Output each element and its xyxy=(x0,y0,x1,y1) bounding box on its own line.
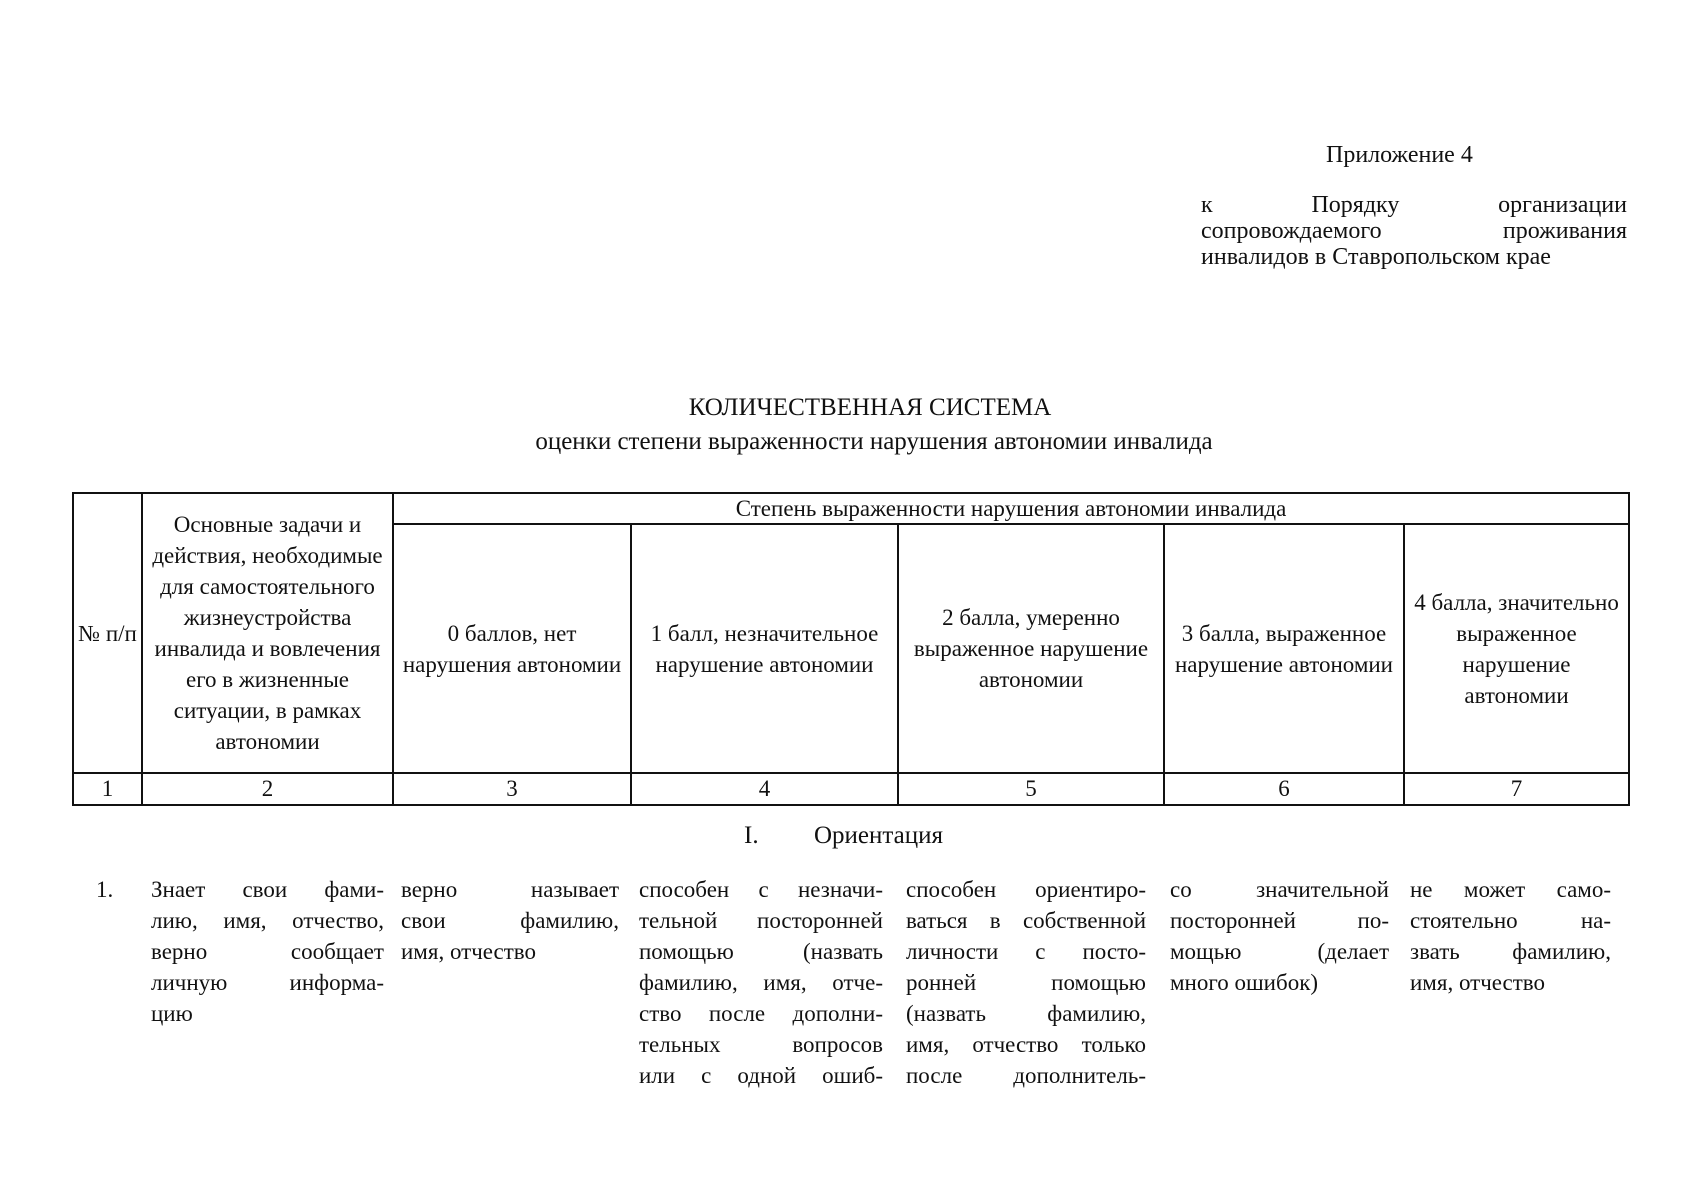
text-line: ронней помощью xyxy=(906,970,1146,995)
text-line: личности с посто- xyxy=(906,939,1146,964)
appendix-reference xyxy=(1201,192,1627,270)
column-number-cell: 3 xyxy=(393,773,631,805)
document-subtitle: оценки степени выраженности нарушения автономии инвалида xyxy=(535,428,1213,455)
text-line: тельных вопросов xyxy=(639,1032,883,1057)
row-number: 1. xyxy=(96,877,114,902)
text-line: верно называет xyxy=(401,877,619,902)
column-number-cell: 1 xyxy=(73,773,142,805)
text-line: звать фамилию, xyxy=(1410,939,1611,964)
header-cell-number: № п/п xyxy=(73,493,142,773)
text-line: способен с незначи- xyxy=(639,877,883,902)
section-number: I. xyxy=(744,822,759,849)
text-line: фамилию, имя, отче- xyxy=(639,970,883,995)
section-title: Ориентация xyxy=(814,822,943,849)
header-cell-score-1: 1 балл, незначительное нарушение автономии xyxy=(631,524,898,773)
row-score-0-text xyxy=(401,874,619,967)
text-line: способен ориентиро- xyxy=(906,877,1146,902)
row-score-4-text xyxy=(1410,874,1611,998)
text-line: помощью (назвать xyxy=(639,939,883,964)
text-line: имя, отчество xyxy=(401,939,537,964)
text-line: или с одной ошиб- xyxy=(639,1063,883,1088)
text-line: тельной посторонней xyxy=(639,908,883,933)
header-cell-severity-group: Степень выраженности нарушения автономии инвалида xyxy=(393,493,1629,524)
text-line: личную информа- xyxy=(151,970,384,995)
section-heading xyxy=(744,822,943,850)
row-score-1-text xyxy=(639,874,883,1091)
column-number-cell: 4 xyxy=(631,773,898,805)
text-line: Знает свои фами- xyxy=(151,877,384,902)
appendix-reference-line: к Порядку организации xyxy=(1201,192,1627,218)
document-title: КОЛИЧЕСТВЕННАЯ СИСТЕМА xyxy=(688,394,1052,421)
text-line: ство после дополни- xyxy=(639,1001,883,1026)
row-task-text xyxy=(151,874,384,1029)
header-cell-score-4: 4 балла, значительно выраженное нарушение автономии xyxy=(1404,524,1629,773)
text-line: лию, имя, отчество, xyxy=(151,908,384,933)
row-score-2-text xyxy=(906,874,1146,1091)
text-line: со значительной xyxy=(1170,877,1389,902)
text-line: не может само- xyxy=(1410,877,1611,902)
header-cell-score-0: 0 баллов, нет нарушения автономии xyxy=(393,524,631,773)
text-line: имя, отчество только xyxy=(906,1032,1146,1057)
text-line: имя, отчество xyxy=(1410,970,1546,995)
text-line: посторонней по- xyxy=(1170,908,1389,933)
header-cell-score-2: 2 балла, умеренно выраженное нарушение автономии xyxy=(898,524,1164,773)
text-line: свои фамилию, xyxy=(401,908,619,933)
column-number-cell: 6 xyxy=(1164,773,1404,805)
row-score-3-text xyxy=(1170,874,1389,998)
text-line: после дополнитель- xyxy=(906,1063,1146,1088)
column-number-cell: 5 xyxy=(898,773,1164,805)
text-line: много ошибок) xyxy=(1170,970,1319,995)
appendix-title: Приложение 4 xyxy=(1326,142,1473,168)
text-line: (назвать фамилию, xyxy=(906,1001,1146,1026)
header-cell-tasks: Основные задачи и действия, необходимые для самостоятельного жизнеустройства инвалида и вовлечения его в жизненные ситуации, в рамках автономии xyxy=(142,493,393,773)
text-line: стоятельно на- xyxy=(1410,908,1611,933)
assessment-table xyxy=(72,492,1630,806)
text-line: ваться в собственной xyxy=(906,908,1146,933)
text-line: мощью (делает xyxy=(1170,939,1389,964)
appendix-reference-line: инвалидов в Ставропольском крае xyxy=(1201,244,1551,270)
text-line: цию xyxy=(151,1001,193,1026)
header-cell-score-3: 3 балла, выраженное нарушение автономии xyxy=(1164,524,1404,773)
column-number-cell: 2 xyxy=(142,773,393,805)
text-line: верно сообщает xyxy=(151,939,384,964)
appendix-reference-line: сопровождаемого проживания xyxy=(1201,218,1627,244)
column-number-cell: 7 xyxy=(1404,773,1629,805)
